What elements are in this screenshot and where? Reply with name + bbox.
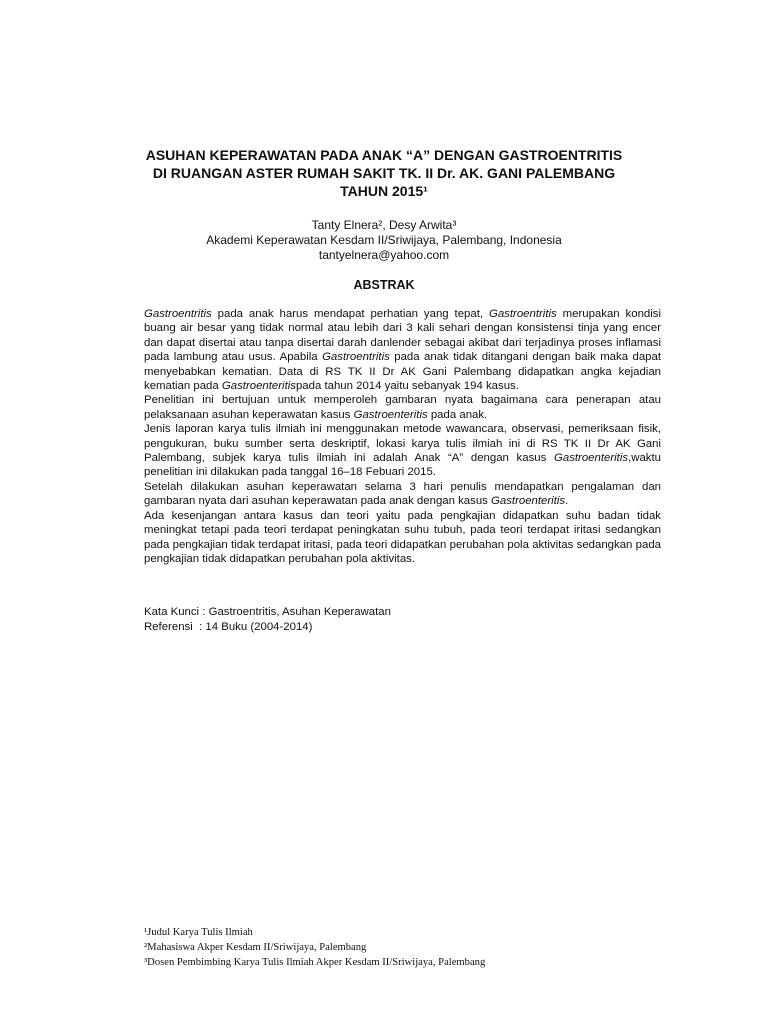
italic-term: Gastroentritis [488,308,557,320]
title-line-1: ASUHAN KEPERAWATAN PADA ANAK “A” DENGAN GASTROENTRITIS [145,147,623,163]
references-value: : 14 Buku (2004-2014) [192,620,313,633]
italic-term: Gastroenteritis [353,408,428,421]
italic-term: Gastroentritis [322,351,390,364]
abstract-heading: ABSTRAK [353,278,415,292]
keywords-label: Kata Kunci [144,606,200,618]
footnotes [144,925,664,970]
abstract-paragraph-2: Penelitian ini bertujuan untuk memperoleh gambaran nyata bagaimana cara penerapan atau pelaksanaan asuhan keperawatan kasus Gastroenteritis pada anak. [144,394,661,421]
title-line-2: DI RUANGAN ASTER RUMAH SAKIT TK. II Dr. AK. GANI PALEMBANG [152,165,616,181]
italic-term: Gastroenteritis [554,452,629,465]
title-line-3: TAHUN 2015¹ [340,183,428,199]
abstract-paragraph-1: Gastroentritis pada anak harus mendapat perhatian yang tepat, Gastroentritis merupakan kondisi buang air besar yang tidak normal atau lebih dari 3 kali sehari dengan konsistensi tinja yang encer dan dapat disertai atau tanpa disertai darah danlender sebagai akibat dari terjadinya proses inflamasi pada lambung atau usus. Apabila Gastroentritis pada anak tidak ditangani dengan baik maka dapat menyebabkan kematian. Data di RS TK II Dr AK Gani Palembang didapatkan angka kejadian kematian pada Gastroenteritispada tahun 2014 yaitu sebanyak 194 kasus. [144,308,662,393]
paper-title [100,146,668,200]
footnote-3: ³Dosen Pembimbing Karya Tulis Ilmiah Akper Kesdam II/Sriwijaya, Palembang [144,957,486,968]
footnote-2: ²Mahasiswa Akper Kesdam II/Sriwijaya, Palembang [144,942,367,953]
abstract-body [144,307,661,566]
references-line [144,620,661,635]
author-block [100,218,668,263]
abstract-paragraph-3: Jenis laporan karya tulis ilmiah ini menggunakan metode wawancara, observasi, pemeriksaan fisik, pengukuran, buku sumber serta deskriptif, lokasi karya tulis ilmiah ini di RS TK II Dr AK Gani Palembang, subjek karya tulis ilmiah ini adalah Anak “A” dengan kasus Gastroenteritis,waktu penelitian ini dilakukan pada tanggal 16–18 Febuari 2015. [144,423,661,479]
abstract-paragraph-4: Setelah dilakukan asuhan keperawatan selama 3 hari penulis mendapatkan pengalaman dan gambaran nyata dari asuhan keperawatan pada anak dengan kasus Gastroenteritis. [144,480,661,508]
abstract-paragraph-5: Ada kesenjangan antara kasus dan teori yaitu pada pengkajian didapatkan suhu badan tidak meningkat tetapi pada teori terdapat peningkatan suhu tubuh, pada teori terdapat iritasi sedangkan pada pengkajian tidak terdapat iritasi, pada teori didapatkan perubahan pola aktivitas sedangkan pada pengkajian tidak didapatkan perubahan pola aktivitas. [144,509,661,565]
keywords-block [144,605,661,634]
italic-term: Gastroenteritis [491,495,566,508]
references-label: Referensi [144,620,193,633]
author-names: Tanty Elnera², Desy Arwita³ [311,218,457,232]
author-affiliation: Akademi Keperawatan Kesdam II/Sriwijaya, Palembang, Indonesia [206,233,562,247]
italic-term: Gastroenteritis [221,380,296,393]
keywords-line [144,605,661,620]
italic-term: Gastroentritis [144,308,212,320]
footnote-1: ¹Judul Karya Tulis Ilmiah [144,927,253,938]
keywords-value: : Gastroentritis, Asuhan Keperawatan [199,606,391,618]
author-email: tantyelnera@yahoo.com [318,248,450,262]
